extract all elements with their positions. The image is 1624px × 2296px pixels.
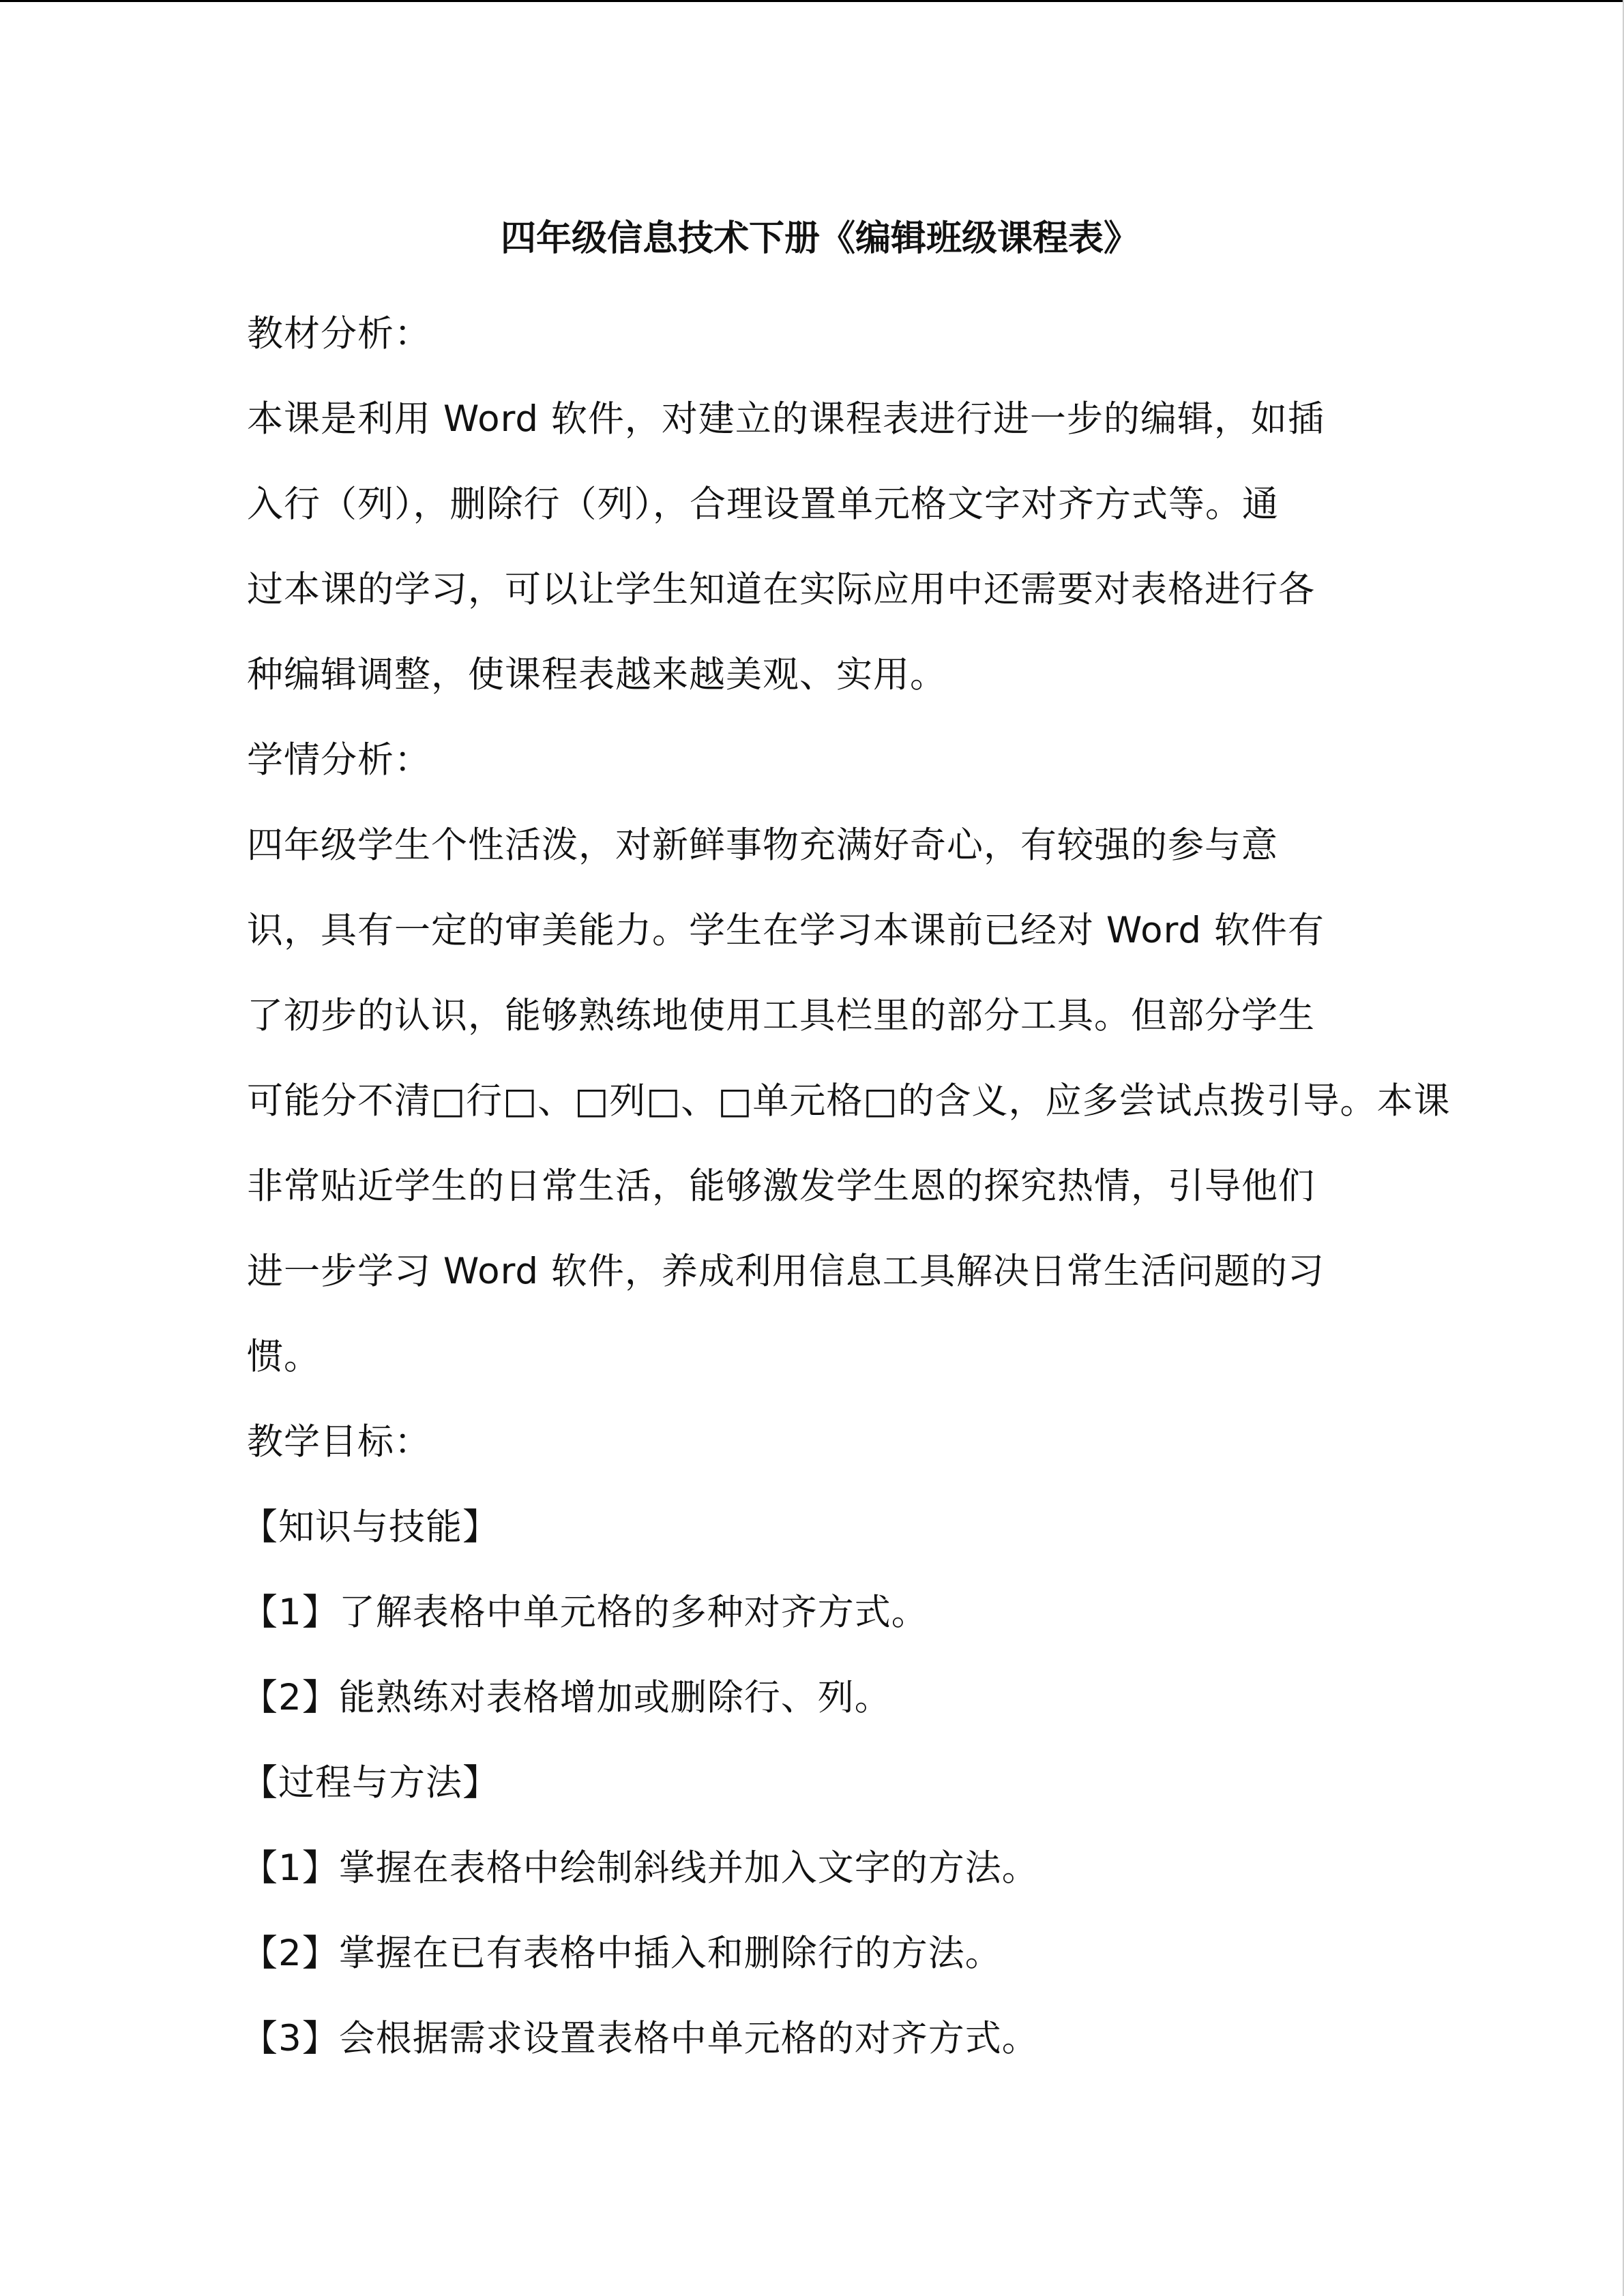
knowledge-skills-label: 【知识与技能】 <box>241 1506 499 1548</box>
teaching-goals-heading: 教学目标： <box>247 1421 431 1463</box>
document-title: 四年级信息技术下册《编辑班级课程表》 <box>500 218 1139 259</box>
paragraph-line: 识，具有一定的审美能力。学生在学习本课前已经对 Word 软件有 <box>247 910 1325 951</box>
learner-analysis-paragraph <box>247 803 1451 1399</box>
goal-item: 【1】掌握在表格中绘制斜线并加入文字的方法。 <box>241 1847 1039 1889</box>
paragraph-line: 非常贴近学生的日常生活，能够激发学生恩的探究热情，引导他们 <box>247 1165 1315 1207</box>
paragraph-line: 了初步的认识，能够熟练地使用工具栏里的部分工具。但部分学生 <box>247 995 1315 1037</box>
page-top-border <box>0 0 1624 2</box>
goal-item: 【2】掌握在已有表格中插入和删除行的方法。 <box>241 1933 1002 1974</box>
paragraph-line: 惯。 <box>247 1336 321 1377</box>
goal-item: 【1】了解表格中单元格的多种对齐方式。 <box>241 1592 928 1633</box>
process-methods-label: 【过程与方法】 <box>241 1762 499 1804</box>
paragraph-line: 入行（列），删除行（列），合理设置单元格文字对齐方式等。通 <box>247 483 1279 525</box>
material-analysis-heading: 教材分析： <box>247 313 431 355</box>
paragraph-line: 本课是利用 Word 软件，对建立的课程表进行进一步的编辑，如插 <box>247 398 1325 440</box>
material-analysis-paragraph <box>247 376 1393 717</box>
paragraph-line: 种编辑调整，使课程表越来越美观、实用。 <box>247 654 947 696</box>
goal-item: 【3】会根据需求设置表格中单元格的对齐方式。 <box>241 2018 1039 2059</box>
paragraph-line: 可能分不清□行□、□列□、□单元格□的含义，应多尝试点拨引导。本课 <box>247 1080 1451 1122</box>
paragraph-line: 四年级学生个性活泼，对新鲜事物充满好奇心，有较强的参与意 <box>247 824 1278 866</box>
learner-analysis-heading: 学情分析： <box>247 739 431 781</box>
goal-item: 【2】能熟练对表格增加或删除行、列。 <box>241 1677 891 1718</box>
paragraph-line: 进一步学习 Word 软件，养成利用信息工具解决日常生活问题的习 <box>247 1251 1325 1292</box>
paragraph-line: 过本课的学习，可以让学生知道在实际应用中还需要对表格进行各 <box>247 569 1315 610</box>
document-body <box>241 206 1451 2081</box>
